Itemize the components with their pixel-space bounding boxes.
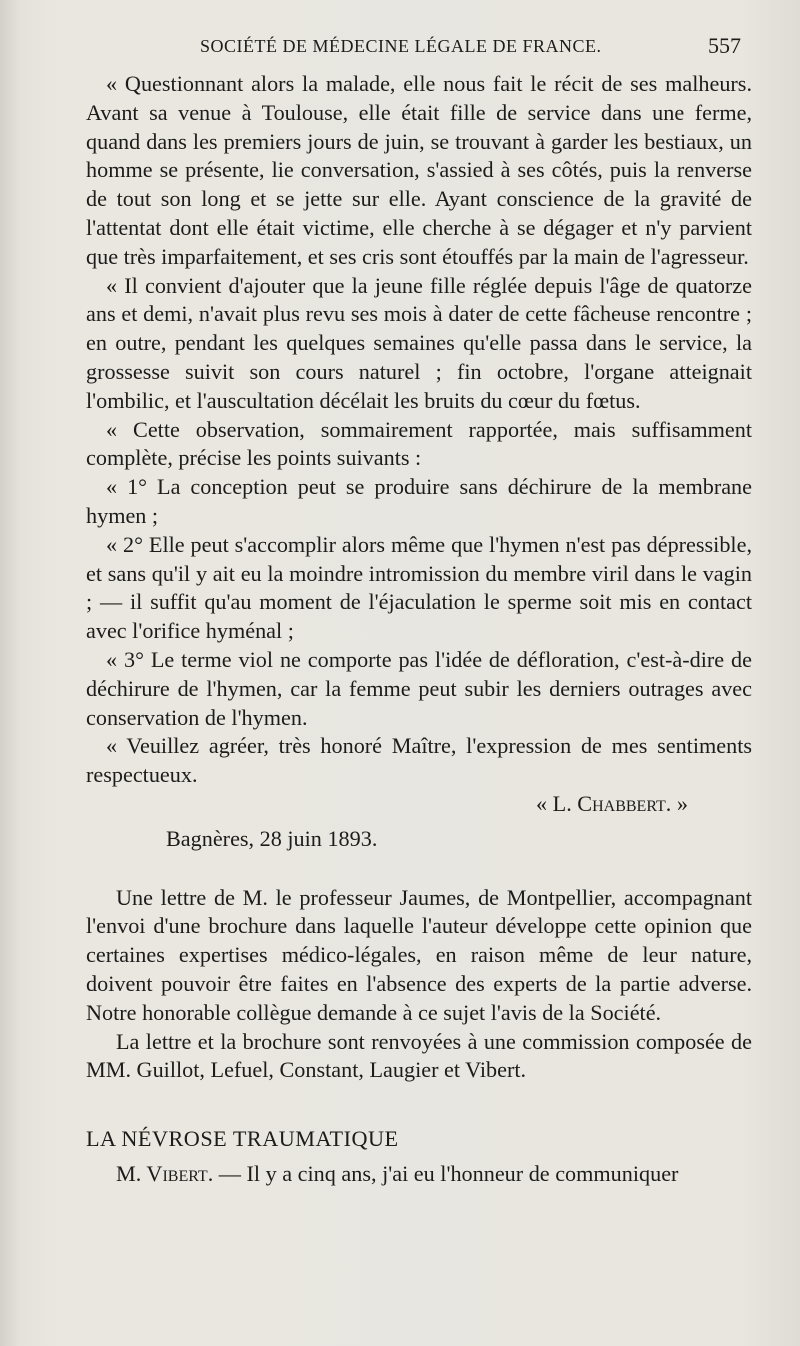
last-line-text: — Il y a cinq ans, j'ai eu l'honneur de communiquer [218,1160,679,1186]
page-header [0,33,800,64]
paragraph: « Questionnant alors la malade, elle nous fait le récit de ses malheurs. Avant sa venue à Toulouse, elle était fille de service dans une ferme, quand dans les premiers jours de juin, se trouvant à garder les bestiaux, un homme se présente, lie conversation, s'assied à ses côtés, puis la renverse de tout son long et se jette sur elle. Ayant conscience de la gravité de l'attentat dont elle était victime, elle cherche à se dégager et n'y parvient que très imparfaitement, et ses cris sont étouffés par la main de l'agresseur. [86,71,752,269]
paragraph: La lettre et la brochure sont renvoyées à une commission composée de MM. Guillot, Lefuel, Constant, Laugier et Vibert. [86,1028,752,1083]
last-line [86,1160,752,1189]
dateline: Bagnères, 28 juin 1893. [166,825,378,851]
paragraph: « Veuillez agréer, très honoré Maître, l'expression de mes sentiments respectueux. [86,733,752,788]
signature: « L. Chabbert. » [536,790,688,816]
running-title: SOCIÉTÉ DE MÉDECINE LÉGALE DE FRANCE. [200,36,602,56]
paragraph: « 2° Elle peut s'accomplir alors même que l'hymen n'est pas dépressible, et sans qu'il y ait eu la moindre intromission du membre viril dans le vagin ; — il suffit qu'au moment de l'éjaculation le sperme soit mis en contact avec l'orifice hyménal ; [86,531,752,644]
page-number: 557 [708,33,741,58]
paragraph: « Cette observation, sommairement rapportée, mais suffisamment complète, précise les points suivants : [86,416,752,471]
paragraph: « 1° La conception peut se produire sans déchirure de la membrane hymen ; [86,474,752,528]
paragraph: « 3° Le terme viol ne comporte pas l'idée de défloration, c'est-à-dire de déchirure de l'hymen, car la femme peut subir les derniers outrages avec conservation de l'hymen. [86,646,752,730]
paragraph: Une lettre de M. le professeur Jaumes, de Montpellier, accompagnant l'envoi d'une brochure dans laquelle l'auteur développe cette opinion que certaines expertises médico-légales, en raison même de leur nature, doivent pouvoir être faites en l'absence des experts de la partie adverse. Notre honorable collègue demande à ce sujet l'avis de la Société. [86,884,752,1025]
section-title: LA NÉVROSE TRAUMATIQUE [86,1126,399,1152]
body-text [86,70,752,1189]
speaker-name: M. Vibert. [116,1160,214,1186]
paragraph: « Il convient d'ajouter que la jeune fille réglée depuis l'âge de quatorze ans et demi, n'avait plus revu ses mois à dater de cette fâcheuse rencontre ; en outre, pendant les quelques semaines qu'elle passa dans le service, la grossesse suivit son cours naturel ; fin octobre, l'organe atteignait l'ombilic, et l'auscultation décélait les bruits du cœur du fœtus. [86,272,752,413]
